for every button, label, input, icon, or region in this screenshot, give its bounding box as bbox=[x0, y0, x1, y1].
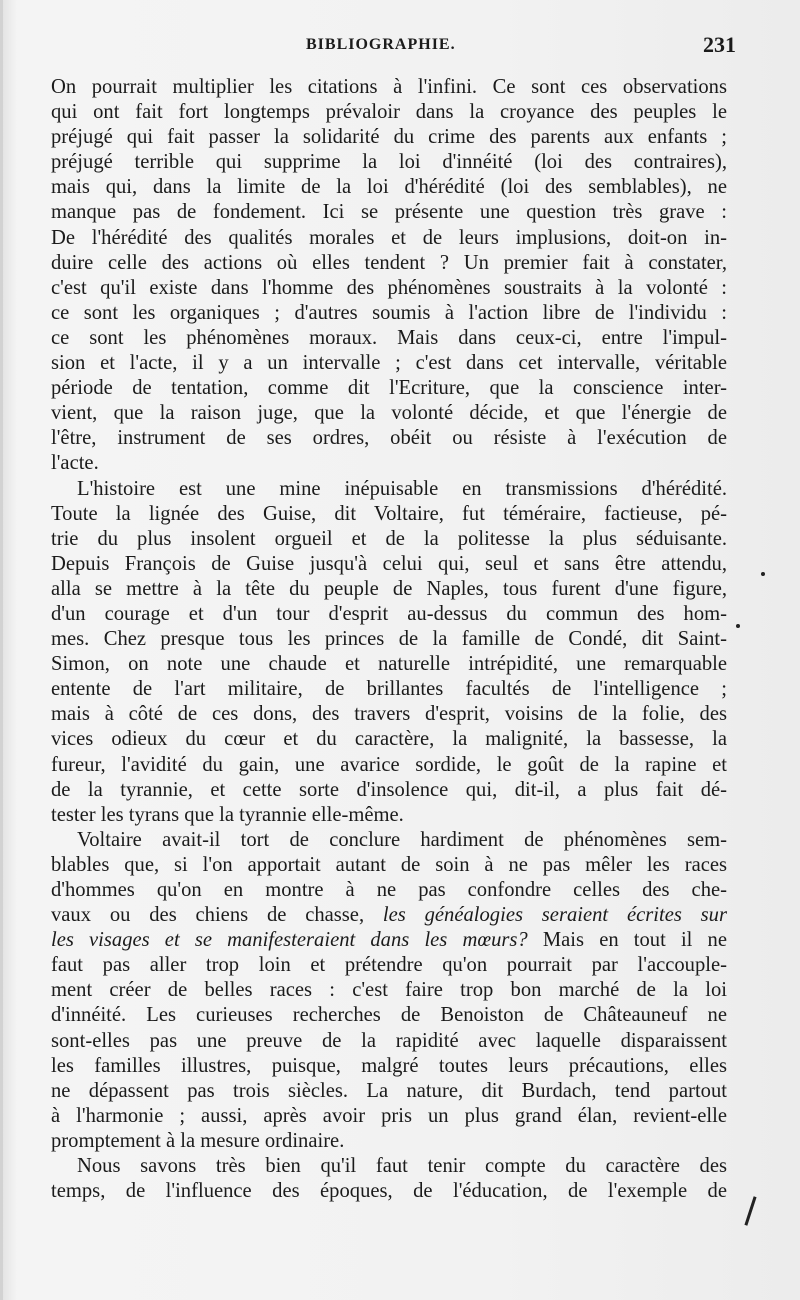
text-line: faut pas aller trop loin et prétendre qu'on pourrait par l'accouple- bbox=[51, 954, 727, 977]
ink-speck bbox=[761, 572, 765, 576]
text-line: sont-elles pas une preuve de la rapidité avec laquelle disparaissent bbox=[51, 1029, 727, 1052]
paragraph-2 bbox=[51, 477, 727, 828]
text-line: promptement à la mesure ordinaire. bbox=[51, 1129, 345, 1152]
italic-quote: les généalogies seraient écrites sur bbox=[364, 904, 727, 927]
text-line: Depuis François de Guise jusqu'à celui qui, seul et sans être attendu, bbox=[51, 552, 727, 575]
page-body bbox=[51, 75, 727, 1204]
text-line: mes. Chez presque tous les princes de la famille de Condé, dit Saint- bbox=[51, 628, 727, 651]
text-line: blables que, si l'on apportait autant de soin à ne pas mêler les races bbox=[51, 853, 727, 876]
text-line: les familles illustres, puisque, malgré toutes leurs précautions, elles bbox=[51, 1054, 727, 1077]
ink-speck bbox=[736, 624, 740, 628]
text-line: Toute la lignée des Guise, dit Voltaire, fut téméraire, factieuse, pé- bbox=[51, 502, 727, 525]
text-line: manque pas de fondement. Ici se présente une question très grave : bbox=[51, 201, 727, 224]
page-header bbox=[51, 32, 736, 64]
text-line: Simon, on note une chaude et naturelle intrépidité, une remarquable bbox=[51, 653, 727, 676]
text-line: duire celle des actions où elles tendent ? Un premier fait à constater, bbox=[51, 251, 727, 274]
text-fragment: vaux ou des chiens de chasse, bbox=[51, 904, 365, 927]
text-line: l'acte. bbox=[51, 452, 99, 475]
text-line: d'innéité. Les curieuses recherches de Benoiston de Châteauneuf ne bbox=[51, 1004, 727, 1027]
text-line: tester les tyrans que la tyrannie elle-même. bbox=[51, 803, 404, 826]
text-line: d'hommes qu'on en montre à ne pas confondre celles des che- bbox=[51, 879, 727, 901]
text-line bbox=[51, 903, 727, 928]
text-line: d'un courage et d'un tour d'esprit au-dessus du commun des hom- bbox=[51, 602, 727, 625]
text-line: Nous savons très bien qu'il faut tenir compte du caractère des bbox=[77, 1155, 727, 1178]
text-line: ne dépassent pas trois siècles. La nature, dit Burdach, tend partout bbox=[51, 1079, 727, 1102]
text-line: de la tyrannie, et cette sorte d'insolence qui, dit-il, a plus fait dé- bbox=[51, 778, 727, 801]
text-line: temps, de l'influence des époques, de l'éducation, de l'exemple de bbox=[51, 1180, 727, 1203]
text-line: trie du plus insolent orgueil et de la politesse la plus séduisante. bbox=[51, 527, 727, 550]
text-line: alla se mettre à la tête du peuple de Naples, tous furent d'une figure, bbox=[51, 577, 727, 600]
text-line: entente de l'art militaire, de brillantes facultés de l'intelligence ; bbox=[51, 678, 727, 701]
text-line: mais qui, dans la limite de la loi d'hérédité (loi des semblables), ne bbox=[51, 176, 727, 199]
text-line: l'être, instrument de ses ordres, obéit ou résiste à l'exécution de bbox=[51, 427, 727, 450]
text-line: Voltaire avait-il tort de conclure hardiment de phénomènes sem- bbox=[77, 828, 727, 851]
ink-mark bbox=[744, 1196, 756, 1225]
text-line: préjugé qui fait passer la solidarité du crime des parents aux enfants ; bbox=[51, 126, 727, 149]
text-line: fureur, l'avidité du gain, une avarice sordide, le goût de la rapine et bbox=[51, 753, 727, 776]
text-line: qui ont fait fort longtemps prévaloir dans la croyance des peuples le bbox=[51, 101, 727, 124]
text-line: à l'harmonie ; aussi, après avoir pris un plus grand élan, revient-elle bbox=[51, 1104, 727, 1127]
text-line: vient, que la raison juge, que la volonté décide, et que l'énergie de bbox=[51, 402, 727, 425]
running-head: BIBLIOGRAPHIE. bbox=[306, 36, 456, 53]
text-line: ce sont les phénomènes moraux. Mais dans ceux-ci, entre l'impul- bbox=[51, 326, 727, 349]
text-line: préjugé terrible qui supprime la loi d'innéité (loi des contraires), bbox=[51, 151, 727, 174]
paragraph-1 bbox=[51, 75, 727, 477]
paragraph-4 bbox=[51, 1154, 727, 1204]
text-line: L'histoire est une mine inépuisable en transmissions d'hérédité. bbox=[77, 477, 727, 500]
text-line: ment créer de belles races : c'est faire trop bon marché de la loi bbox=[51, 979, 727, 1002]
text-fragment: Mais en tout il ne bbox=[527, 929, 727, 952]
italic-quote: les visages et se manifesteraient dans les mœurs? bbox=[51, 929, 528, 952]
text-line: De l'hérédité des qualités morales et de leurs implusions, doit-on in- bbox=[51, 226, 727, 249]
text-line: c'est qu'il existe dans l'homme des phénomènes soustraits à la volonté : bbox=[51, 276, 727, 299]
text-line: On pourrait multiplier les citations à l'infini. Ce sont ces observations bbox=[51, 76, 727, 98]
paragraph-3 bbox=[51, 828, 727, 1154]
text-line bbox=[51, 928, 727, 953]
text-line: période de tentation, comme dit l'Ecriture, que la conscience inter- bbox=[51, 377, 727, 400]
text-line: mais à côté de ces dons, des travers d'esprit, voisins de la folie, des bbox=[51, 703, 727, 726]
text-line: vices odieux du cœur et du caractère, la malignité, la bassesse, la bbox=[51, 728, 727, 751]
page-number: 231 bbox=[703, 32, 736, 57]
text-line: sion et l'acte, il y a un intervalle ; c'est dans cet intervalle, véritable bbox=[51, 352, 727, 375]
text-line: ce sont les organiques ; d'autres soumis à l'action libre de l'individu : bbox=[51, 301, 727, 324]
